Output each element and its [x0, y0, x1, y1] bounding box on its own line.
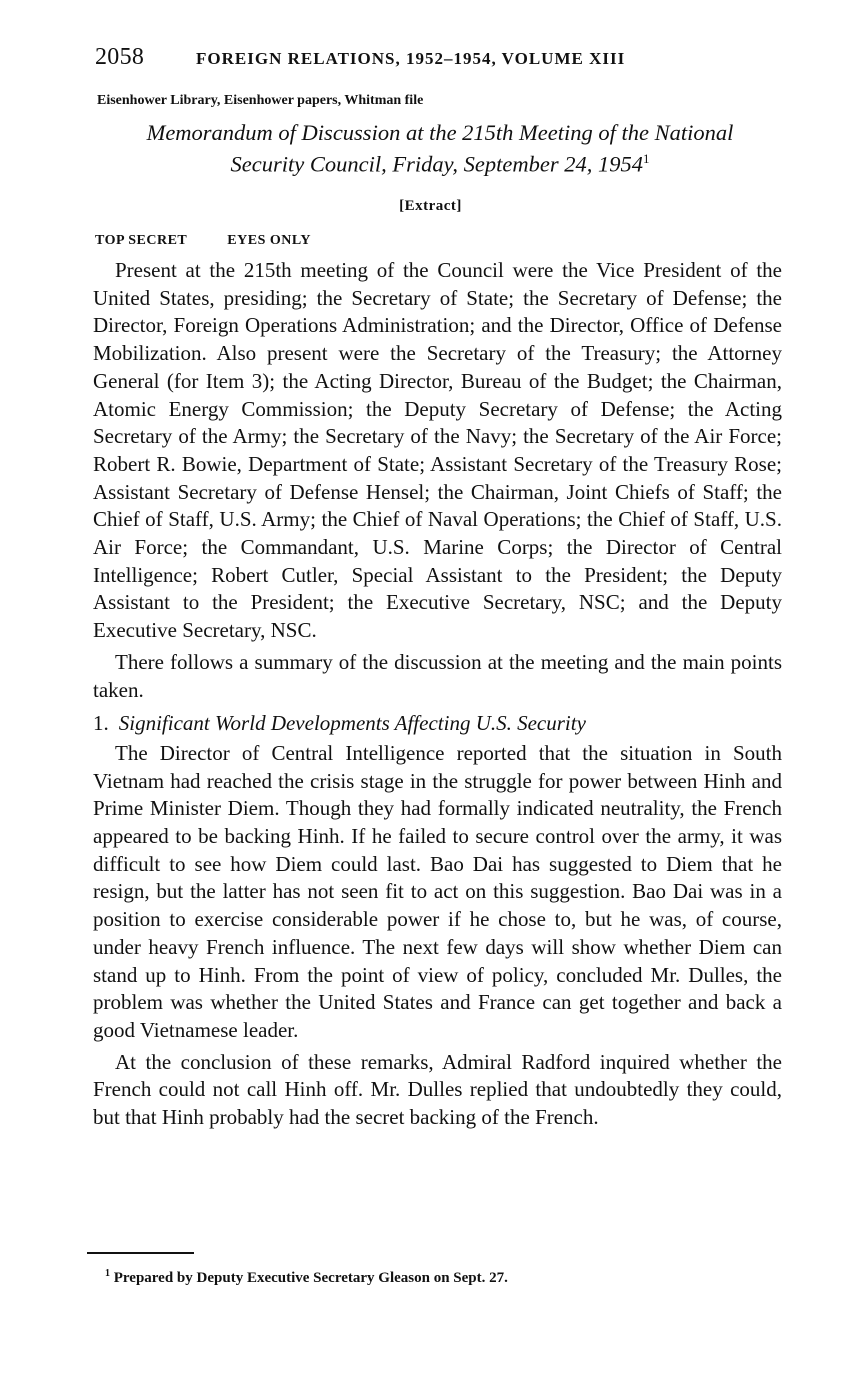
running-head: [95, 44, 795, 71]
footnote-divider: [87, 1252, 194, 1254]
document-title-line-1: Memorandum of Discussion at the 215th Meeting of the National: [146, 120, 734, 145]
title-footnote-marker[interactable]: 1: [642, 151, 650, 166]
page-number: 2058: [95, 44, 145, 70]
footnote: [105, 1268, 508, 1287]
section-paragraph-1: The Director of Central Intelligence reported that the situation in South Vietnam had reached the crisis stage in the struggle for power between Hinh and Prime Minister Diem. Though they had formally indicated neutrality, the French appeared to be backing Hinh. If he failed to secure control over the army, it was difficult to see how Diem could last. Bao Dai has suggested to Diem that he resign, but the latter has not seen fit to act on this suggestion. Bao Dai was in a position to exercise considerable power if he chose to, but he was, of course, under heavy French influence. The next few days will show whether Diem can stand up to Hinh. From the point of view of policy, concluded Mr. Dulles, the problem was whether the United States and France can get together and back a good Vietnamese leader.: [93, 740, 782, 1042]
classification-handling: EYES ONLY: [227, 233, 312, 248]
document-title-line-2: [96, 146, 784, 178]
classification-level: TOP SECRET: [95, 233, 188, 248]
running-title: FOREIGN RELATIONS, 1952–1954, VOLUME XIII: [196, 49, 626, 68]
section-number: 1.: [93, 711, 109, 736]
source-line: Eisenhower Library, Eisenhower papers, Whitman file: [97, 93, 424, 108]
attendance-paragraph: Present at the 215th meeting of the Council were the Vice President of the United States, presiding; the Secretary of State; the Secretary of Defense; the Director, Foreign Operations Administration; and the Director, Office of Defense Mobilization. Also present were the Secretary of the Treasury; the Attorney General (for Item 3); the Acting Director, Bureau of the Budget; the Chairman, Atomic Energy Commission; the Deputy Secretary of Defense; the Acting Secretary of the Army; the Secretary of the Navy; the Secretary of the Air Force; Robert R. Bowie, Department of State; Assistant Secretary of the Treasury Rose; Assistant Secretary of Defense Hensel; the Chairman, Joint Chiefs of Staff; the Chief of Staff, U.S. Army; the Chief of Naval Operations; the Chief of Staff, U.S. Air Force; the Commandant, U.S. Marine Corps; the Director of Central Intelligence; Robert Cutler, Special Assistant to the President; the Deputy Assistant to the President; the Executive Secretary, NSC; and the Deputy Executive Secretary, NSC.: [93, 258, 782, 643]
section-title: Significant World Developments Affecting U.S. Security: [118, 711, 586, 736]
section-heading: [93, 710, 782, 738]
body-text: [93, 257, 782, 1136]
extract-label: [Extract]: [399, 198, 462, 214]
summary-paragraph: There follows a summary of the discussion at the meeting and the main points taken.: [93, 649, 782, 702]
footnote-marker: 1: [105, 1268, 110, 1279]
classification-marking: [95, 233, 311, 249]
document-title: [96, 120, 784, 178]
document-title-line-2-text: Security Council, Friday, September 24, 1954: [230, 151, 643, 177]
section-paragraph-2: At the conclusion of these remarks, Admiral Radford inquired whether the French could not call Hinh off. Mr. Dulles replied that undoubtedly they could, but that Hinh probably had the secret backing of the French.: [93, 1049, 782, 1130]
footnote-text: Prepared by Deputy Executive Secretary Gleason on Sept. 27.: [113, 1270, 508, 1286]
